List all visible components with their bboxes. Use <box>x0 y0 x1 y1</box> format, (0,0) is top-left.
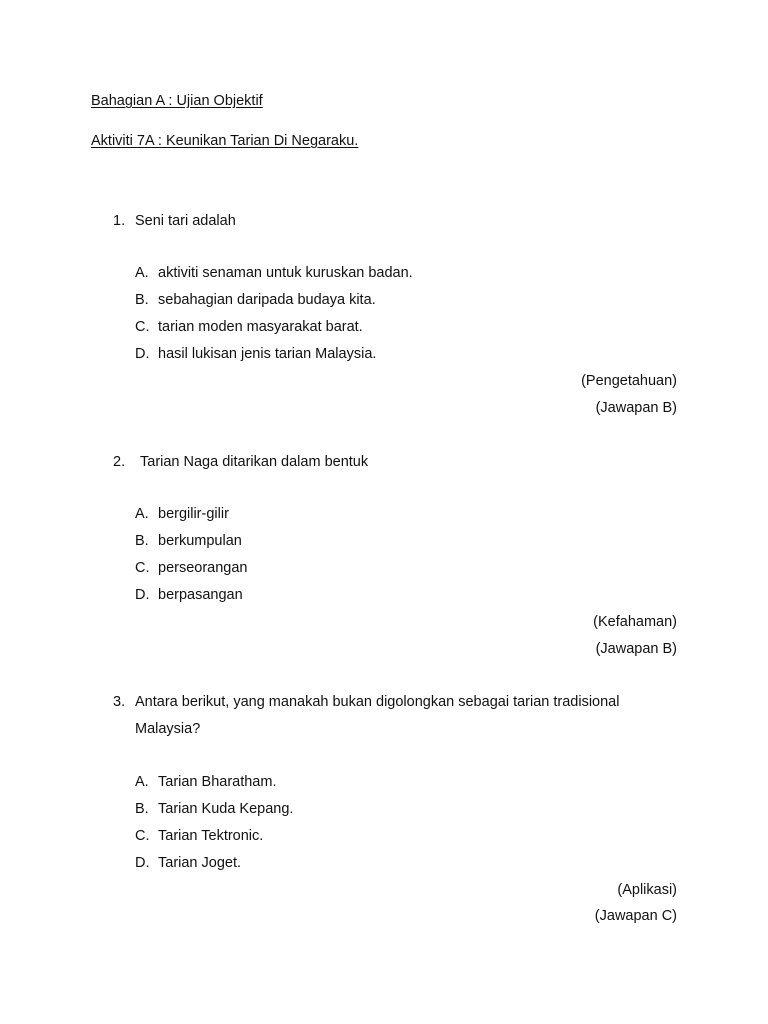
question-text-continued: Malaysia? <box>135 721 201 737</box>
option-text: tarian moden masyarakat barat. <box>158 319 363 335</box>
option-text: aktiviti senaman untuk kuruskan badan. <box>158 265 413 281</box>
option-letter: C. <box>135 319 150 335</box>
question-number: 2. <box>113 454 126 470</box>
option-letter: A. <box>135 774 149 790</box>
option-text: berpasangan <box>158 587 243 603</box>
option-d <box>135 586 243 604</box>
question-stem <box>113 453 368 471</box>
question-stem <box>113 212 236 230</box>
option-d <box>135 854 241 872</box>
answer-key: (Jawapan C) <box>594 908 677 924</box>
answer-key: (Jawapan B) <box>595 400 677 416</box>
option-letter: D. <box>135 346 150 362</box>
option-c <box>135 559 248 577</box>
option-text: Tarian Joget. <box>158 855 242 871</box>
option-letter: A. <box>135 265 149 281</box>
option-c <box>135 827 263 845</box>
option-letter: B. <box>135 292 149 308</box>
activity-title: Aktiviti 7A : Keunikan Tarian Di Negaraku. <box>91 133 359 149</box>
cognitive-level: (Kefahaman) <box>593 614 677 630</box>
option-a <box>135 773 276 791</box>
option-c <box>135 318 363 336</box>
option-b <box>135 291 376 309</box>
option-d <box>135 345 376 363</box>
section-title: Bahagian A : Ujian Objektif <box>91 93 263 109</box>
option-b <box>135 800 293 818</box>
option-text: berkumpulan <box>158 533 242 549</box>
option-text: hasil lukisan jenis tarian Malaysia. <box>158 346 377 362</box>
option-letter: B. <box>135 533 149 549</box>
question-number: 3. <box>113 694 126 710</box>
option-a <box>135 505 229 523</box>
option-letter: D. <box>135 855 150 871</box>
option-text: Tarian Bharatham. <box>158 774 277 790</box>
option-text: Tarian Tektronic. <box>158 828 264 844</box>
option-letter: D. <box>135 587 150 603</box>
question-text: Seni tari adalah <box>135 213 236 229</box>
option-b <box>135 532 242 550</box>
answer-key: (Jawapan B) <box>595 641 677 657</box>
question-text: Tarian Naga ditarikan dalam bentuk <box>140 454 369 470</box>
option-text: Tarian Kuda Kepang. <box>158 801 294 817</box>
option-text: sebahagian daripada budaya kita. <box>158 292 376 308</box>
option-text: perseorangan <box>158 560 248 576</box>
option-letter: A. <box>135 506 149 522</box>
option-text: bergilir-gilir <box>158 506 229 522</box>
cognitive-level: (Aplikasi) <box>617 882 677 898</box>
option-letter: B. <box>135 801 149 817</box>
option-a <box>135 264 413 282</box>
option-letter: C. <box>135 828 150 844</box>
question-stem <box>113 693 619 711</box>
cognitive-level: (Pengetahuan) <box>581 373 677 389</box>
option-letter: C. <box>135 560 150 576</box>
question-number: 1. <box>113 213 126 229</box>
question-text: Antara berikut, yang manakah bukan digolongkan sebagai tarian tradisional <box>135 694 620 710</box>
